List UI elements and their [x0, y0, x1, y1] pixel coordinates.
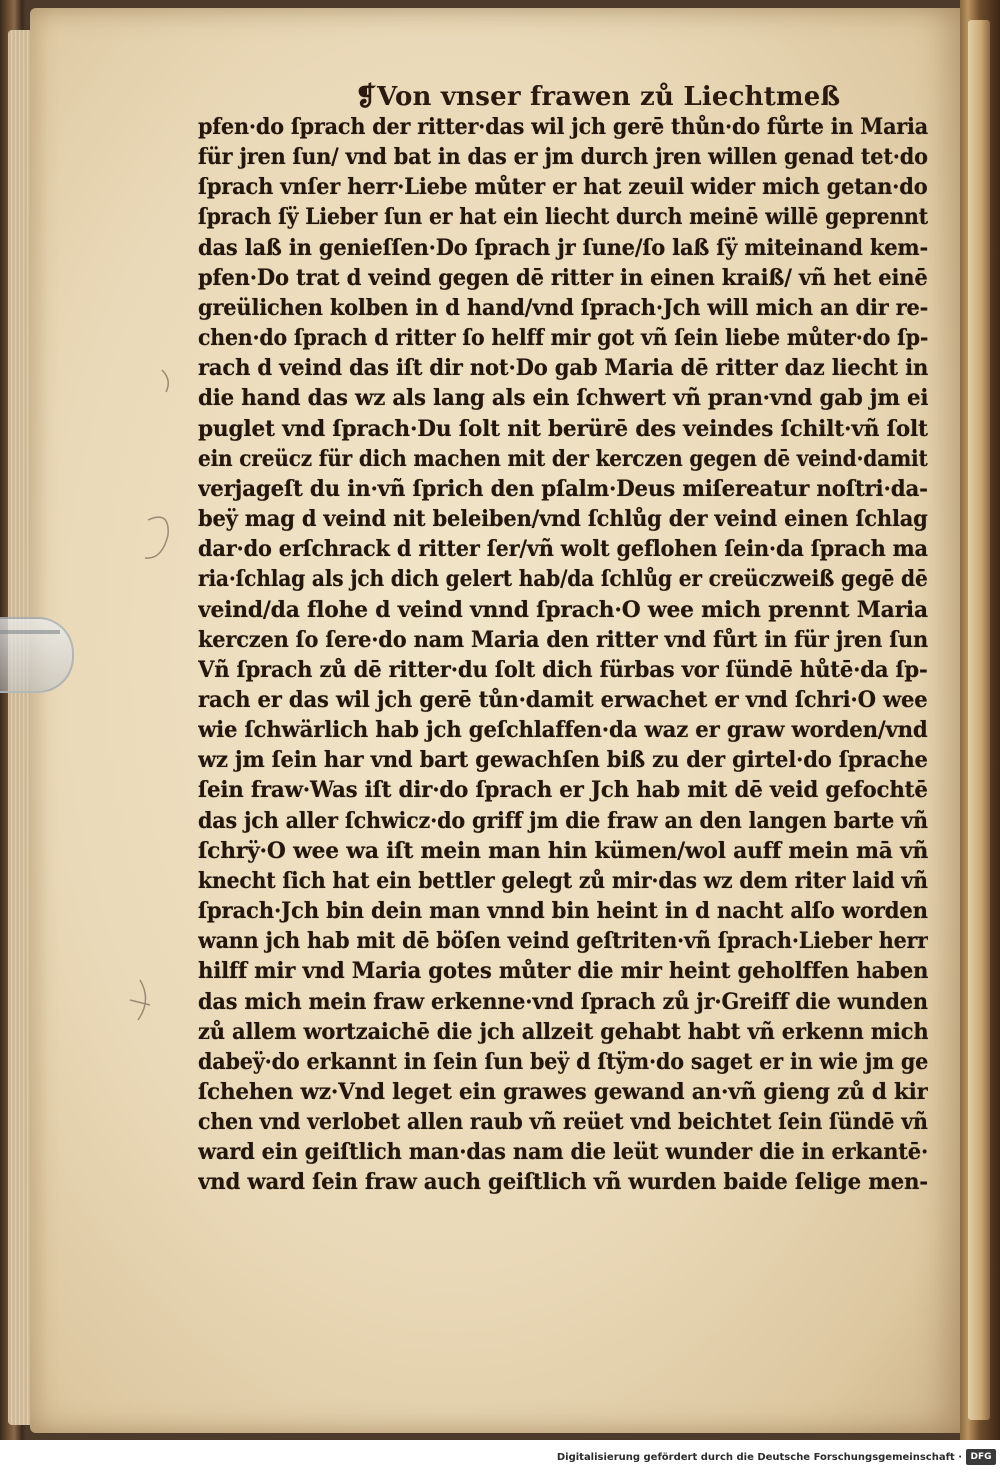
text-line: ria·ſchlag als jch dich gelert hab/da ſchlůg er creüczweiß gegē dē [198, 566, 928, 593]
text-line: das mich mein fraw erkenne·vnd ſprach zů jr·Greiff die wunden [198, 988, 928, 1015]
text-line: chen vnd verlobet allen raub vñ reüet vnd beichtet ſein ſündē vñ [198, 1109, 928, 1136]
text-line: Vñ ſprach zů dē ritter·du ſolt dich fürbas vor ſündē hůtē·da ſp- [198, 656, 928, 683]
text-line: ſchrÿ·O wee wa iſt mein man hin kümen/wol auff mein mā vñ [198, 837, 928, 864]
text-line: das laß in genieſſen·Do ſprach jr ſune/ſo laß ſÿ miteinand kem- [198, 234, 928, 261]
footer-bar [0, 1440, 1000, 1473]
text-line: ſprach·Jch bin dein man vnnd bin heint in d nacht alſo worden [198, 898, 928, 925]
text-line: pfen·Do trat d veind gegen dē ritter in einen kraiß/ vñ het einē [198, 264, 928, 291]
text-line: das jch aller ſchwicz·do griff jm die fraw an den langen barte vñ [198, 807, 928, 834]
text-line: zů allem wortzaichē die jch allzeit gehabt habt vñ erkenn mich [198, 1018, 928, 1045]
text-line: ſein fraw·Was iſt dir·do ſprach er Jch hab mit dē veid gefochtē [198, 777, 928, 804]
paper-clip-icon [0, 617, 74, 693]
text-line: kerczen ſo ſere·do nam Maria den ritter vnd fůrt in für jren ſun [198, 626, 928, 653]
text-line: puglet vnd ſprach·Du ſolt nit berürē des veindes ſchilt·vñ ſolt [198, 415, 928, 442]
text-line: wz jm ſein har vnd bart gewachſen biß zu der girtel·do ſprache [198, 747, 928, 774]
text-line: verjageſt du in·vñ ſprich den pſalm·Deus miſereatur noſtri·da- [198, 475, 928, 502]
text-line: greülichen kolben in d hand/vnd ſprach·Jch will mich an dir re- [198, 294, 928, 321]
running-head: ❡Von vnser frawen zů Liechtmeß [355, 82, 841, 112]
pencil-marginalia [100, 360, 210, 1060]
text-line: ſprach ſÿ Lieber ſun er hat ein liecht durch meinē willē geprennt [198, 204, 928, 231]
text-line: chen·do ſprach d ritter ſo helff mir got vñ ſein liebe můter·do ſp- [198, 325, 928, 352]
text-line: wie ſchwärlich hab jch geſchlaffen·da waz er graw worden/vnd [198, 717, 928, 744]
funding-credit: Digitalisierung gefördert durch die Deutsche Forschungsgemeinschaft · [556, 1452, 962, 1463]
text-line: rach d veind das iſt dir not·Do gab Maria dē ritter daz liecht in [198, 355, 928, 382]
text-line: dar·do erſchrack d ritter ſer/vñ wolt geflohen ſein·da ſprach ma [198, 536, 928, 563]
text-line: ein creücz für dich machen mit der kerczen gegen dē veind·damit [198, 445, 928, 472]
text-line: wann jch hab mit dē böſen veind geſtriten·vñ ſprach·Lieber herr [198, 928, 928, 955]
text-line: pfen·do ſprach der ritter·das wil jch gerē thůn·do fůrte in Maria [198, 114, 928, 140]
text-line: ſprach vnſer herr·Liebe můter er hat zeuil wider mich getan·do [198, 174, 928, 201]
text-line: veind/da flohe d veind vnnd ſprach·O wee mich prennt Maria [198, 596, 928, 623]
text-block [198, 112, 928, 1198]
text-line: vnd ward ſein fraw auch geiſtlich vñ wurden baide ſelige men- [198, 1169, 928, 1196]
text-line: beÿ mag d veind nit beleiben/vnd ſchlůg der veind einen ſchlag [198, 506, 928, 533]
text-line: rach er das wil jch gerē tůn·damit erwachet er vnd ſchri·O wee [198, 686, 928, 713]
text-line: knecht ſich hat ein bettler gelegt zů mir·das wz dem riter laid vñ [198, 867, 928, 894]
text-line: die hand das wz als lang als ein ſchwert vñ pran·vnd gab jm ei [198, 385, 928, 412]
dfg-logo: DFG [966, 1449, 996, 1465]
text-line: dabeÿ·do erkannt in ſein ſun beÿ d ſtÿm·do saget er in wie jm ge [198, 1048, 928, 1075]
paper-clip-wire [0, 630, 60, 634]
text-line: für jren ſun/ vnd bat in das er jm durch jren willen genad tet·do [198, 144, 928, 171]
text-line: hilff mir vnd Maria gotes můter die mir heint geholffen haben [198, 958, 928, 985]
facing-page-edge [968, 20, 990, 1420]
text-line: ſchehen wz·Vnd leget ein grawes gewand an·vñ gieng zů d kir [198, 1079, 928, 1105]
text-line: ward ein geiſtlich man·das nam die leüt wunder die in erkantē· [198, 1139, 928, 1166]
